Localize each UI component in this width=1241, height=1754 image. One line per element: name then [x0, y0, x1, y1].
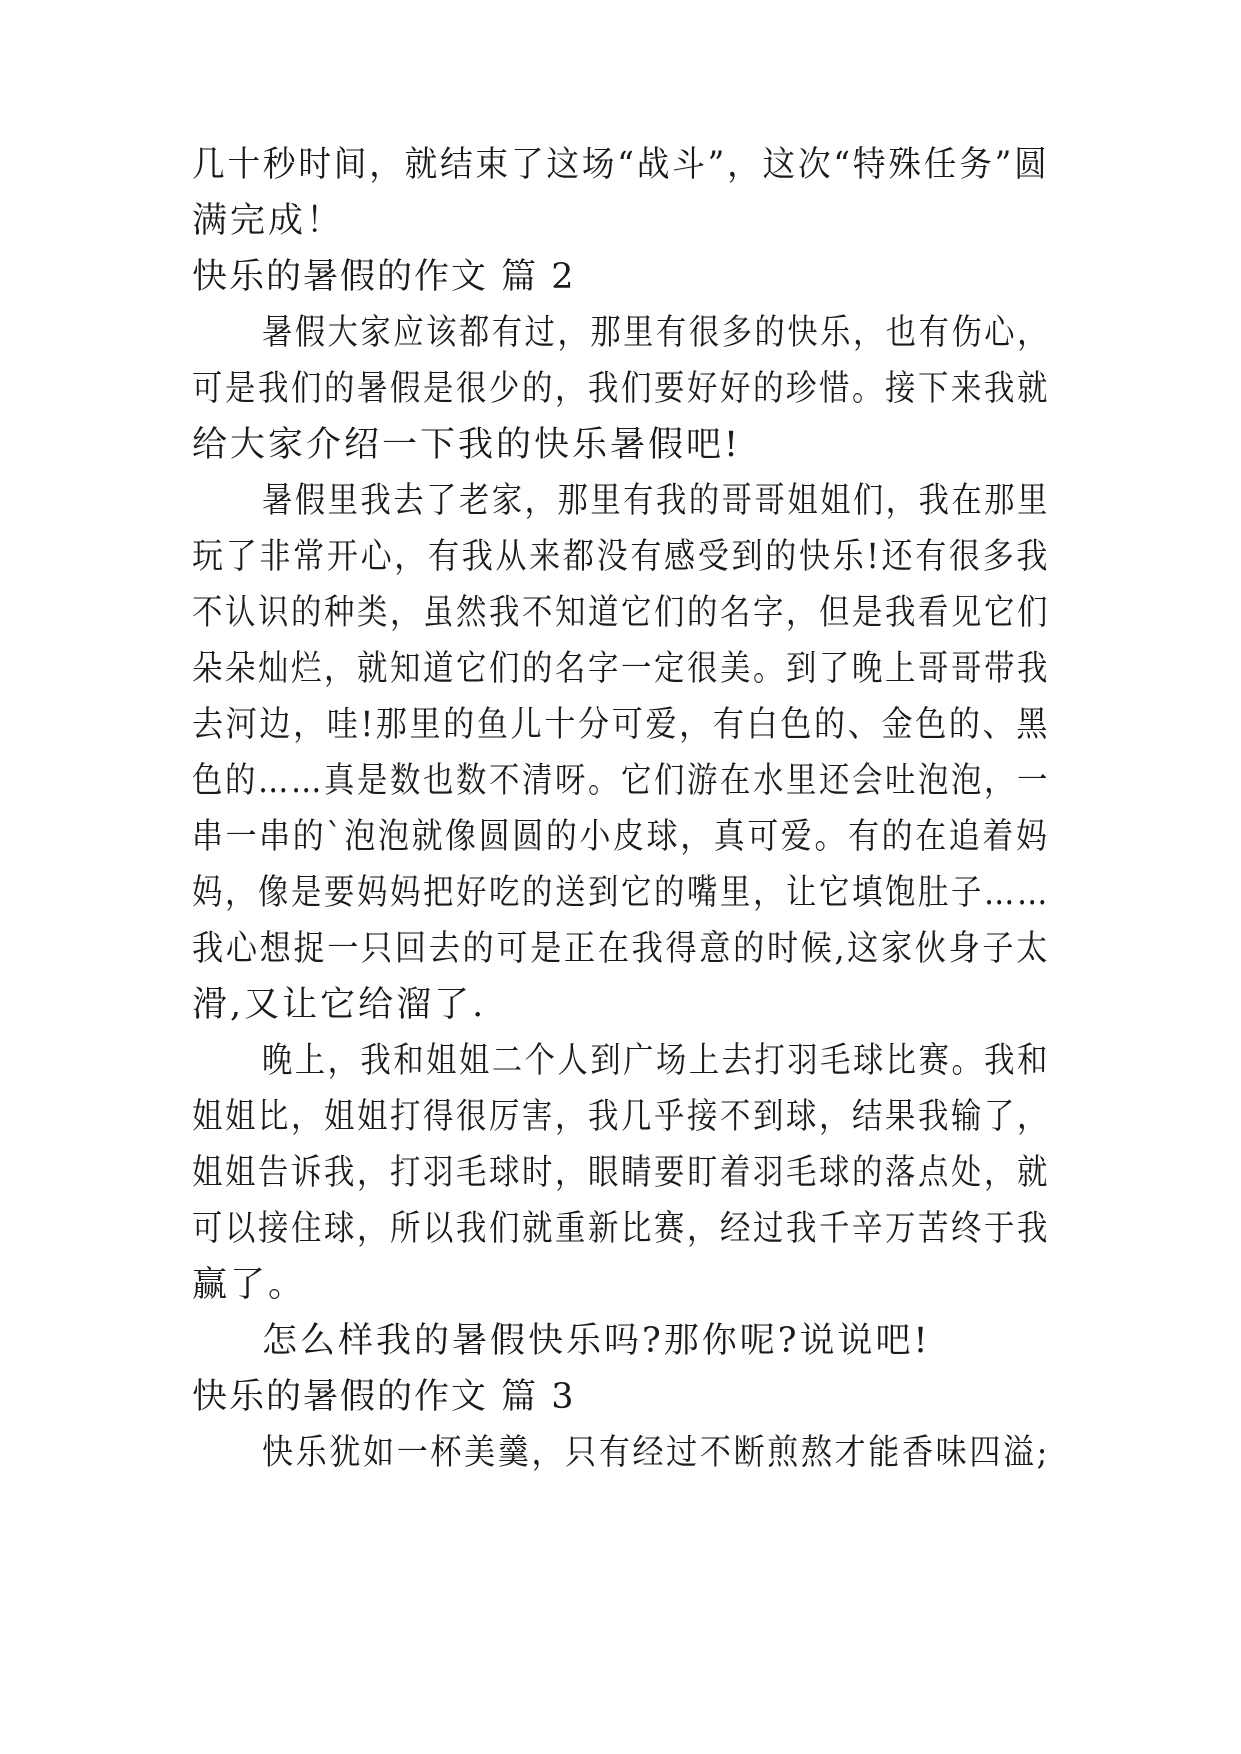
text-line: 滑,又让它给溜了. [192, 985, 487, 1025]
text-line: 可是我们的暑假是很少的，我们要好好的珍惜。接下来我就 [192, 369, 1050, 409]
text-line: 玩了非常开心，有我从来都没有感受到的快乐!还有很多我 [192, 537, 1051, 577]
text-line: 色的……真是数也数不清呀。它们游在水里还会吐泡泡，一 [192, 761, 1050, 801]
text-line: 暑假大家应该都有过，那里有很多的快乐，也有伤心， [262, 313, 1050, 353]
text-line: 赢了。 [192, 1265, 307, 1305]
section-heading: 快乐的暑假的作文 篇 3 [192, 1377, 576, 1417]
section-heading: 快乐的暑假的作文 篇 2 [192, 257, 576, 297]
text-line: 串一串的`泡泡就像圆圆的小皮球，真可爱。有的在追着妈 [192, 817, 1050, 857]
text-line: 姐姐比，姐姐打得很厉害，我几乎接不到球，结果我输了， [192, 1097, 1050, 1137]
text-line: 几十秒时间，就结束了这场“战斗”，这次“特殊任务”圆 [192, 145, 1050, 185]
text-line: 朵朵灿烂，就知道它们的名字一定很美。到了晚上哥哥带我 [192, 649, 1050, 689]
text-line: 妈，像是要妈妈把好吃的送到它的嘴里，让它填饱肚子…… [192, 873, 1050, 913]
text-line: 姐姐告诉我，打羽毛球时，眼睛要盯着羽毛球的落点处，就 [192, 1153, 1050, 1193]
text-line: 快乐犹如一杯美羹，只有经过不断煎熬才能香味四溢; [262, 1433, 1050, 1473]
text-line: 我心想捉一只回去的可是正在我得意的时候,这家伙身子太 [192, 929, 1051, 969]
text-line: 暑假里我去了老家，那里有我的哥哥姐姐们，我在那里 [262, 481, 1050, 521]
text-line: 给大家介绍一下我的快乐暑假吧! [192, 425, 742, 465]
text-line: 不认识的种类，虽然我不知道它们的名字，但是我看见它们 [192, 593, 1050, 633]
text-line: 满完成！ [192, 201, 345, 241]
text-line: 可以接住球，所以我们就重新比赛，经过我千辛万苦终于我 [192, 1209, 1050, 1249]
text-line: 晚上，我和姐姐二个人到广场上去打羽毛球比赛。我和 [262, 1041, 1050, 1081]
text-line: 去河边，哇!那里的鱼儿十分可爱，有白色的、金色的、黑 [192, 705, 1051, 745]
text-line: 怎么样我的暑假快乐吗?那你呢?说说吧! [262, 1321, 931, 1361]
